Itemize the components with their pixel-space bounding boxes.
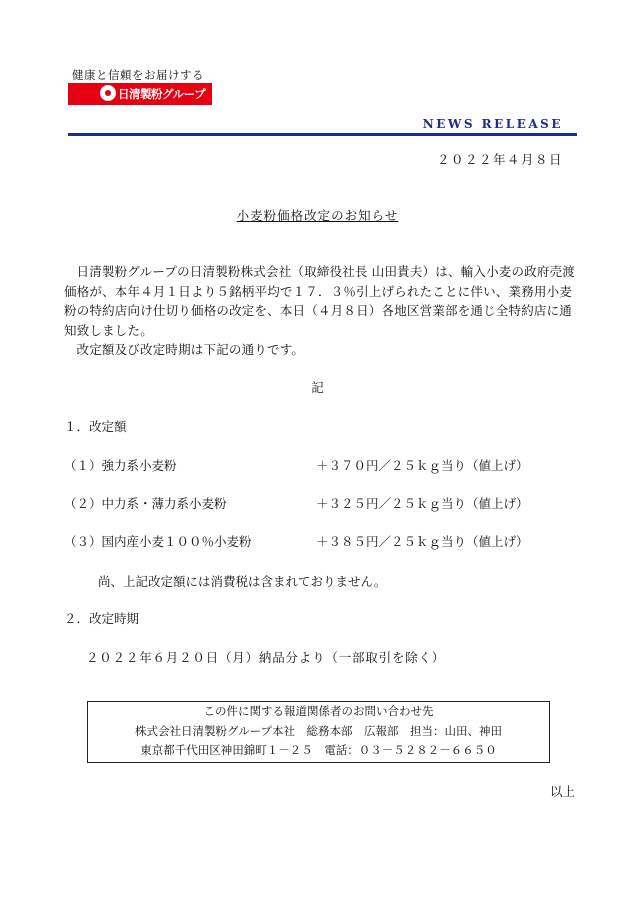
tax-note: 尚、上記改定額には消費税は含まれておりません。 [98, 574, 387, 589]
body-text [64, 262, 576, 360]
closing-text: 以上 [549, 784, 575, 799]
page-title: 小麦粉価格改定のお知らせ [236, 208, 399, 223]
section1-heading: １．改定額 [64, 419, 127, 434]
item-value-1: ＋３７０円／２５ｋｇ当り（値上げ） [316, 458, 529, 473]
body-paragraph-1: 日清製粉グループの日清製粉株式会社（取締役社長 山田貴夫）は、輸入小麦の政府売渡価格が、本年４月１日より５銘柄平均で１７．３％引上げられたことに伴い、業務用小麦粉の特約店向け仕切り価格の改定を、本日（４月８日）各地区営業部を通じ全特約店に通知致しました。 [64, 264, 575, 338]
logo-text: 日清製粉グループ [118, 87, 206, 101]
contact-heading: この件に関する報道関係者のお問い合わせ先 [203, 704, 434, 718]
revision-timing: ２０２２年６月２０日（月）納品分より（一部取引を除く） [86, 650, 446, 665]
item-value-3: ＋３８５円／２５ｋｇ当り（値上げ） [316, 534, 529, 549]
company-logo [68, 83, 212, 105]
body-paragraph-2: 改定額及び改定時期は下記の通りです。 [76, 342, 305, 357]
section2-heading: ２．改定時期 [64, 611, 140, 626]
header-divider [68, 133, 577, 136]
release-date: ２０２２年４月８日 [436, 152, 563, 167]
contact-box [87, 701, 550, 763]
item-label-1: （１）強力系小麦粉 [64, 458, 177, 473]
item-label-3: （３）国内産小麦１００％小麦粉 [64, 534, 252, 549]
tagline: 健康と信頼をお届けする [72, 68, 204, 82]
ki-marker: 記 [311, 380, 324, 395]
news-release-label: NEWS RELEASE [422, 117, 563, 131]
contact-address-phone: 東京都千代田区神田錦町１－２５ 電話：０３－５２８２－６６５０ [140, 743, 497, 757]
item-value-2: ＋３２５円／２５ｋｇ当り（値上げ） [316, 496, 529, 511]
item-label-2: （２）中力系・薄力系小麦粉 [64, 496, 227, 511]
logo-mark-icon [100, 85, 116, 101]
contact-department: 株式会社日清製粉グループ本社 総務本部 広報部 担当：山田、神田 [134, 723, 503, 738]
